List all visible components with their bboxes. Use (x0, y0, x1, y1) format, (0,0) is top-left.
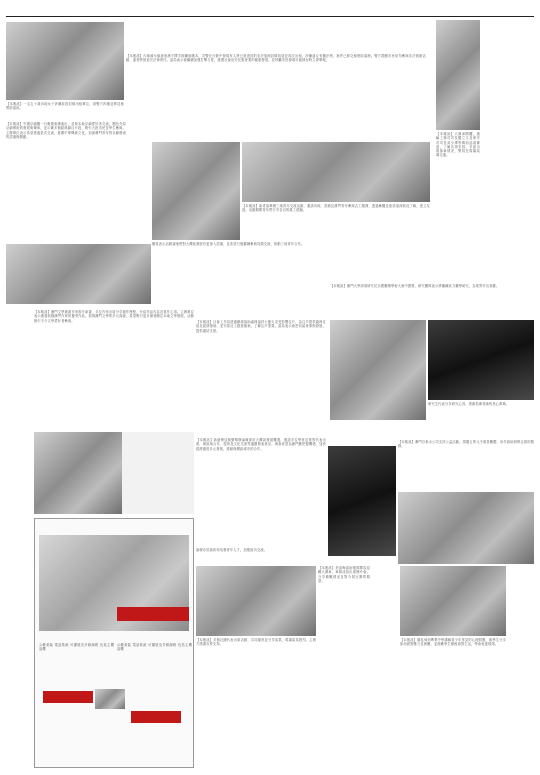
story1-body-2: 【本報訊】一名五十歲內地女子涉嫌拆毀封條出租單位，被警方拘捕並移送檢察院偵訊。 (6, 102, 124, 111)
story5-body-2: 研究生代表分享研究心得，感謝指導老師的悉心教導。 (428, 402, 510, 406)
ad-hotline-label (65, 733, 165, 741)
ad-col2-body: 示範套裝 電話系統 可擴展至多條線路 包括主機 話機 (117, 643, 192, 652)
story8-photo (398, 492, 534, 564)
story5-body: 【本報訊】澳門大學兩項研究於全國藥劑學術大會中獲獎，研究團隊表示將繼續致力藥學研究，為業界作出貢獻。 (330, 284, 500, 288)
story3-headline (152, 126, 432, 140)
story8-body: 【本報訊】澳門自來水公司支持公益活動，捐贈五萬元予慈善團體，用作資助弱勢社群的服務。 (398, 440, 534, 449)
story3-body: 【本報訊】新青協舉辦三地青年交流活動，邀請內地、香港及澳門青年參與志工服務，透過參觀及座談加深彼此了解，建立友誼。活動期間青年們分享各自的義工經驗。 (242, 204, 430, 213)
story6-headline (6, 308, 32, 514)
story7-body: 【本報訊】社會工作局透過網絡協助處理福祥大廈火災受影響住戶，為住戶提供臨時住宿及經濟援助，並安排社工跟進個案，了解住戶需要。當局表示會密切留意事態發展，提供適切支援。 (196, 320, 326, 333)
story6-book (122, 432, 194, 514)
story1-kicker (126, 20, 366, 32)
story11-body: 【本報訊】陳兆焯到粵華中學講解青少年常見的心理問題，與學生分享如何面對壓力及困難，並鼓勵學生積極面對生活，學會表達情緒。 (400, 638, 506, 647)
page-header (6, 3, 534, 17)
story1-photo (6, 22, 124, 100)
story6-photo (34, 432, 122, 514)
ad-col1-body: 示範套裝 電話系統 可擴展至多條線路 包括主機 話機 (39, 643, 114, 652)
ad-price2 (131, 711, 181, 723)
story-1 (6, 20, 432, 120)
ad-price1 (43, 691, 93, 703)
story3-body-2: 團員表示活動讓他們對大灣區發展有更深入認識，並希望日後繼續參與同類交流，推動三地青年合作。 (152, 242, 305, 246)
story10-headline (372, 566, 398, 768)
bottom-photo-1 (196, 566, 316, 636)
story10-body: 【本報訊】美高梅資助強隊陣容迎戰大賽車，車隊成員出席簡介會，分享備戰情況及對今屆比賽的期望。 (318, 566, 370, 583)
story3-photo-2 (242, 142, 430, 202)
ad-col2 (117, 633, 192, 641)
ad-offer (117, 607, 189, 621)
ad-col1 (39, 633, 114, 641)
story9-headline (196, 424, 326, 436)
story3-photo-1 (152, 142, 240, 240)
story1-body: 【本報訊】內地婦女偷渡來澳不擇手段賺取賭本，司警在行動中發現有人將已被查封的非法旅館封條拆毀並再次出租，涉嫌違反有關法例，案件已移交檢察院處理。警方提醒市民切勿參與非法旅館活動，違者將被追究法律責任。當局表示會繼續加強打擊力度，維護社會治安及旅遊業的健康發展，並呼籲市民發現可疑情況時立即舉報。 (126, 54, 426, 63)
story5-photo-2 (428, 320, 534, 400)
story2-headline (482, 20, 512, 250)
story2-body: 【本報訊】大賽車開鑼，運輸工務司司長羅立文及保安司司長黃少澤等賽前巡視賽道，了解各項安排。多區出現塞車情況，警員在現場疏導交通。 (436, 132, 480, 158)
story7-headline (196, 306, 326, 318)
story5-headline (330, 270, 500, 282)
story11-headline (508, 566, 534, 768)
ad-hotline[interactable] (65, 741, 165, 750)
story9-photo (328, 446, 396, 556)
ad-address (39, 755, 189, 763)
ad-company (109, 523, 193, 531)
story6-body: 【本報訊】澳門文學叢書作家推介新書，多位作家出席分享創作歷程，介紹作品內容及寫作心得。主辦單位表示叢書收錄澳門作家的優秀作品，展現澳門文學的多元面貌，希望吸引更多讀者關注本地文學發展。活動吸引不少文學愛好者參與。 (34, 310, 194, 323)
left-body-1: 【本報訊】中國京劇團一行應邀來澳演出，並與本地京劇愛好者交流。團長介紹京劇藝術的發展與傳承，並示範多個經典劇目片段，吸引大批市民及學生參與。主辦單位表示希望透過是次交流，推廣中華傳統文化，加深澳門青年對京劇藝術的認識與興趣。 (6, 122, 126, 139)
ad-brand (37, 521, 107, 533)
story9-banner-sub (336, 486, 396, 494)
ad-phone-image (95, 689, 125, 709)
story8-headline (398, 426, 534, 438)
story5-photo-label (434, 324, 524, 334)
advert-hksystem[interactable] (34, 518, 194, 768)
story-2 (436, 20, 534, 252)
story9-body: 【本報訊】新濠博亞娛樂舉辦論壇探討大灣區發展機遇，邀請多位學者及業界代表出席，就區域合作、旅遊及文化交流等議題發表意見。與會者認為澳門應把握機遇，加快經濟適度多元發展，推動與灣區城市的合作。 (196, 438, 326, 451)
story5-photo-1 (330, 320, 426, 420)
story2-photo (436, 20, 480, 130)
story9-banner (330, 476, 394, 484)
bottom-body-1: 【本報訊】多個社團代表出席活動，共同慶祝並分享成果，現場氣氛熱烈。主辦方感謝各界支持。 (196, 638, 316, 647)
jingju-photo (6, 244, 151, 304)
story11-photo (400, 566, 506, 636)
story9-body-2: 論壇亦討論如何培養青年人才，加強區內交流。 (196, 548, 268, 552)
story2-deck (514, 20, 534, 250)
ad-tagline (43, 579, 103, 591)
story1-headline (126, 32, 366, 50)
